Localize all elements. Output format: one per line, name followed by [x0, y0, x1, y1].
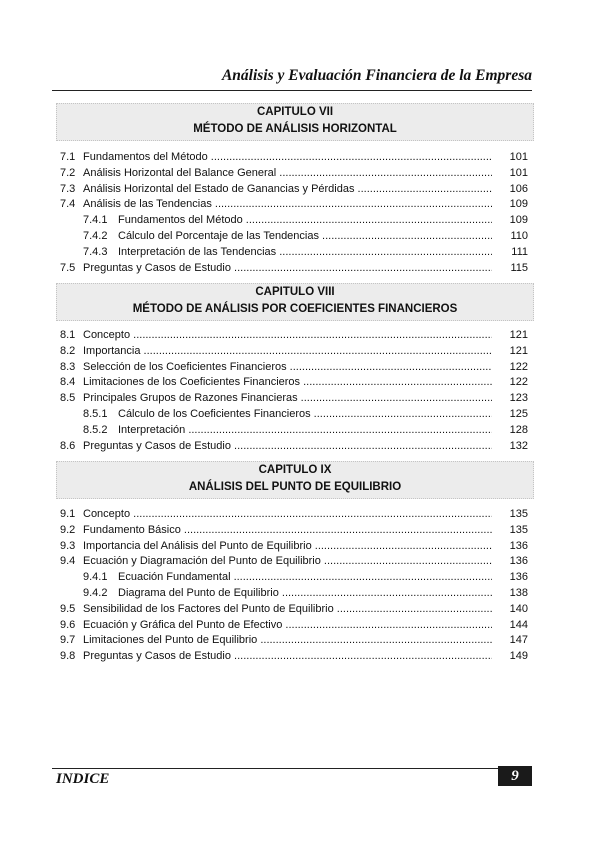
page-reference: 140	[509, 602, 528, 615]
toc-entry[interactable]	[56, 229, 532, 245]
chapter-title: ANÁLISIS DEL PUNTO DE EQUILIBRIO	[188, 481, 402, 493]
toc-list	[56, 150, 532, 276]
section-number: 8.2	[60, 344, 76, 357]
section-number: 9.5	[60, 602, 76, 615]
toc-entry[interactable]	[56, 375, 532, 391]
toc-entry[interactable]	[56, 507, 532, 523]
page-reference: 125	[509, 407, 528, 420]
page-reference: 136	[509, 539, 528, 552]
section-number: 9.4	[60, 555, 76, 568]
chapter-title: MÉTODO DE ANÁLISIS HORIZONTAL	[193, 123, 397, 135]
section-number: 7.2	[60, 166, 76, 179]
toc-entry[interactable]	[56, 182, 532, 198]
toc-entry[interactable]	[56, 618, 532, 634]
chapter-number: CAPITULO IX	[258, 464, 332, 476]
toc-entry[interactable]	[56, 586, 532, 602]
toc-entry[interactable]	[56, 602, 532, 618]
section-title: Preguntas y Casos de Estudio .....	[83, 261, 492, 277]
toc-entry[interactable]	[56, 554, 532, 570]
section-number: 9.3	[60, 539, 76, 552]
section-title: Ecuación Fundamental .....	[118, 570, 492, 586]
page-reference: 110	[510, 229, 528, 242]
toc-entry[interactable]	[56, 633, 532, 649]
toc-entry[interactable]	[56, 150, 532, 166]
page-reference: 106	[509, 182, 528, 195]
toc-list	[56, 507, 532, 665]
footer-rule	[52, 768, 532, 769]
chapter-title: MÉTODO DE ANÁLISIS POR COEFICIENTES FINANCIEROS	[132, 303, 458, 315]
section-title: Preguntas y Casos de Estudio .....	[83, 439, 492, 455]
toc-entry[interactable]	[56, 344, 532, 360]
toc-entry[interactable]	[56, 360, 532, 376]
section-number: 7.4.3	[83, 245, 108, 258]
header-rule	[52, 90, 532, 91]
toc-entry[interactable]	[56, 261, 532, 277]
section-number: 7.1	[60, 151, 76, 163]
page-reference: 101	[509, 166, 528, 179]
page-reference: 101	[509, 151, 528, 163]
section-number: 7.5	[60, 261, 76, 274]
page-reference: 123	[509, 392, 528, 405]
toc-entry[interactable]	[56, 245, 532, 261]
section-title: Preguntas y Casos de Estudio .....	[83, 649, 492, 665]
toc-entry[interactable]	[56, 523, 532, 539]
section-title: Principales Grupos de Razones Financieras .....	[83, 391, 492, 407]
page-reference: 109	[509, 214, 528, 227]
toc-entry[interactable]	[56, 166, 532, 182]
footer-label: INDICE	[56, 771, 110, 787]
section-number: 7.4.1	[83, 214, 108, 227]
section-title: Limitaciones del Punto de Equilibrio .....	[83, 633, 492, 649]
chapter-number: CAPITULO VII	[256, 106, 334, 118]
section-title: Fundamentos del Método .....	[83, 150, 492, 166]
section-number: 9.1	[60, 508, 76, 520]
section-number: 8.4	[60, 376, 76, 389]
section-title: Ecuación y Diagramación del Punto de Equilibrio .....	[83, 554, 492, 570]
section-title: Diagrama del Punto de Equilibrio .....	[118, 586, 492, 602]
toc-list	[56, 328, 532, 454]
page-reference: 121	[509, 329, 528, 341]
toc-entry[interactable]	[56, 570, 532, 586]
section-number: 9.2	[60, 523, 76, 536]
chapter-heading	[56, 103, 534, 141]
section-title: Concepto .....	[83, 507, 492, 523]
section-number: 8.5	[60, 392, 76, 405]
page-reference: 128	[509, 423, 528, 436]
page-reference: 122	[509, 376, 528, 389]
page-reference: 122	[509, 360, 528, 373]
section-title: Limitaciones de los Coeficientes Financieros .....	[83, 375, 492, 391]
page-reference: 121	[509, 344, 528, 357]
toc-entry[interactable]	[56, 539, 532, 555]
page-reference: 109	[509, 198, 528, 211]
section-title: Importancia .....	[83, 344, 492, 360]
section-number: 9.6	[60, 618, 76, 631]
section-title: Análisis Horizontal del Balance General .....	[83, 166, 492, 182]
section-title: Concepto .....	[83, 328, 492, 344]
page-reference: 147	[509, 634, 528, 647]
page-reference: 135	[509, 508, 528, 520]
page-reference: 138	[509, 586, 528, 599]
section-title: Análisis Horizontal del Estado de Ganancias y Pérdidas .....	[83, 182, 492, 198]
page-reference: 111	[511, 245, 528, 258]
section-title: Interpretación de las Tendencias .....	[118, 245, 492, 261]
section-number: 9.4.2	[83, 586, 108, 599]
section-number: 8.5.1	[83, 407, 108, 420]
section-number: 8.6	[60, 439, 76, 452]
section-title: Interpretación .....	[118, 423, 492, 439]
running-header-title: Análisis y Evaluación Financiera de la Empresa	[221, 67, 532, 84]
section-title: Cálculo de los Coeficientes Financieros .....	[118, 407, 492, 423]
section-number: 8.3	[60, 360, 76, 373]
toc-entry[interactable]	[56, 328, 532, 344]
chapter-number: CAPITULO VIII	[255, 286, 335, 298]
section-title: Selección de los Coeficientes Financieros .....	[83, 360, 492, 376]
toc-entry[interactable]	[56, 213, 532, 229]
page-reference: 144	[509, 618, 528, 631]
chapter-heading	[56, 283, 534, 321]
section-title: Fundamentos del Método .....	[118, 213, 492, 229]
toc-entry[interactable]	[56, 649, 532, 665]
page-reference: 136	[509, 555, 528, 568]
section-number: 7.4	[60, 198, 76, 211]
section-number: 8.1	[60, 329, 76, 341]
toc-entry[interactable]	[56, 407, 532, 423]
section-title: Fundamento Básico .....	[83, 523, 492, 539]
section-number: 7.3	[60, 182, 76, 195]
toc-entry[interactable]	[56, 197, 532, 213]
section-title: Ecuación y Gráfica del Punto de Efectivo .....	[83, 618, 492, 634]
page-reference: 149	[509, 650, 528, 663]
toc-entry[interactable]	[56, 391, 532, 407]
section-number: 9.8	[60, 650, 76, 663]
page-number-badge: 9	[498, 766, 532, 786]
section-number: 9.7	[60, 634, 76, 647]
page-reference: 115	[510, 261, 528, 274]
page-reference: 136	[509, 571, 528, 584]
page-reference: 132	[509, 439, 528, 452]
section-title: Importancia del Análisis del Punto de Equilibrio .....	[83, 539, 492, 555]
section-title: Análisis de las Tendencias .....	[83, 197, 492, 213]
section-number: 7.4.2	[83, 229, 108, 242]
section-title: Sensibilidad de los Factores del Punto de Equilibrio .....	[83, 602, 492, 618]
toc-entry[interactable]	[56, 423, 532, 439]
toc-entry[interactable]	[56, 439, 532, 455]
section-number: 8.5.2	[83, 423, 108, 436]
section-title: Cálculo del Porcentaje de las Tendencias .....	[118, 229, 492, 245]
chapter-heading	[56, 461, 534, 499]
page-reference: 135	[509, 523, 528, 536]
section-number: 9.4.1	[83, 571, 108, 584]
